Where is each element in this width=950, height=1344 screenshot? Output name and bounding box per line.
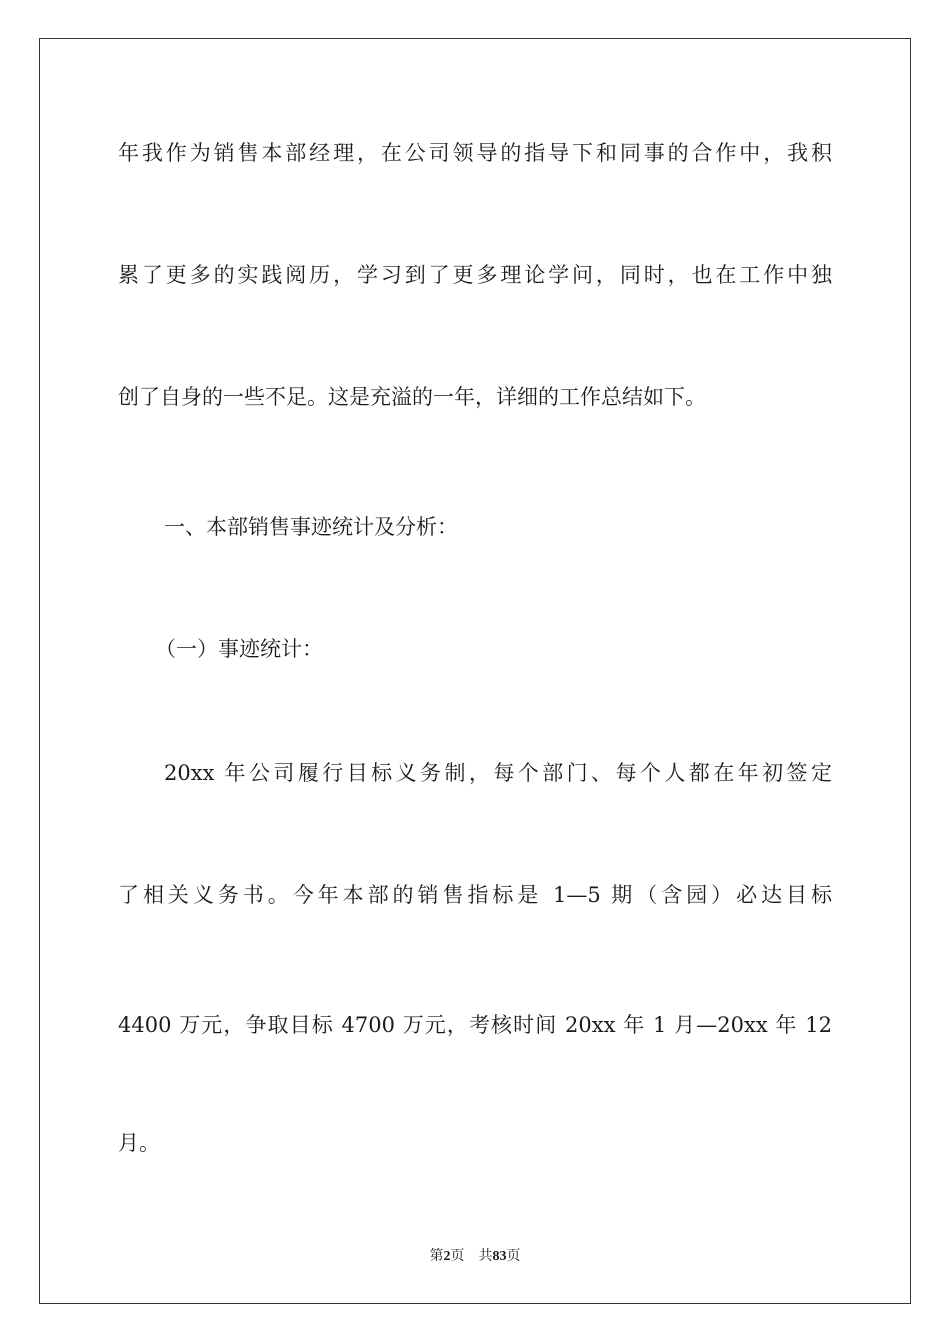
paragraph-line-1: 年我作为销售本部经理，在公司领导的指导下和同事的合作中，我积 xyxy=(118,141,832,165)
paragraph-line-7: 月。 xyxy=(118,1131,160,1155)
paragraph-line-2: 累了更多的实践阅历，学习到了更多理论学问，同时，也在工作中独 xyxy=(118,263,832,287)
current-page-number: 2 xyxy=(443,1249,451,1264)
paragraph-line-3: 创了自身的一些不足。这是充溢的一年，详细的工作总结如下。 xyxy=(118,385,706,409)
paragraph-line-5: 了相关义务书。今年本部的销售指标是 1—5 期（含园）必达目标 xyxy=(118,883,832,907)
paragraph-line-6: 4400 万元，争取目标 4700 万元，考核时间 20xx 年 1 月—20xx 年 12 xyxy=(118,1013,832,1037)
page-footer xyxy=(0,1248,950,1266)
paragraph-line-4: 20xx 年公司履行目标义务制，每个部门、每个人都在年初签定 xyxy=(164,761,832,785)
footer-middle: 页 共 xyxy=(450,1249,493,1264)
subsection-heading: （一）事迹统计： xyxy=(155,637,323,661)
page-border xyxy=(39,38,911,1304)
section-heading: 一、本部销售事迹统计及分析： xyxy=(164,515,458,539)
footer-prefix: 第 xyxy=(429,1249,444,1264)
footer-suffix: 页 xyxy=(506,1249,521,1264)
total-pages-number: 83 xyxy=(492,1249,507,1264)
